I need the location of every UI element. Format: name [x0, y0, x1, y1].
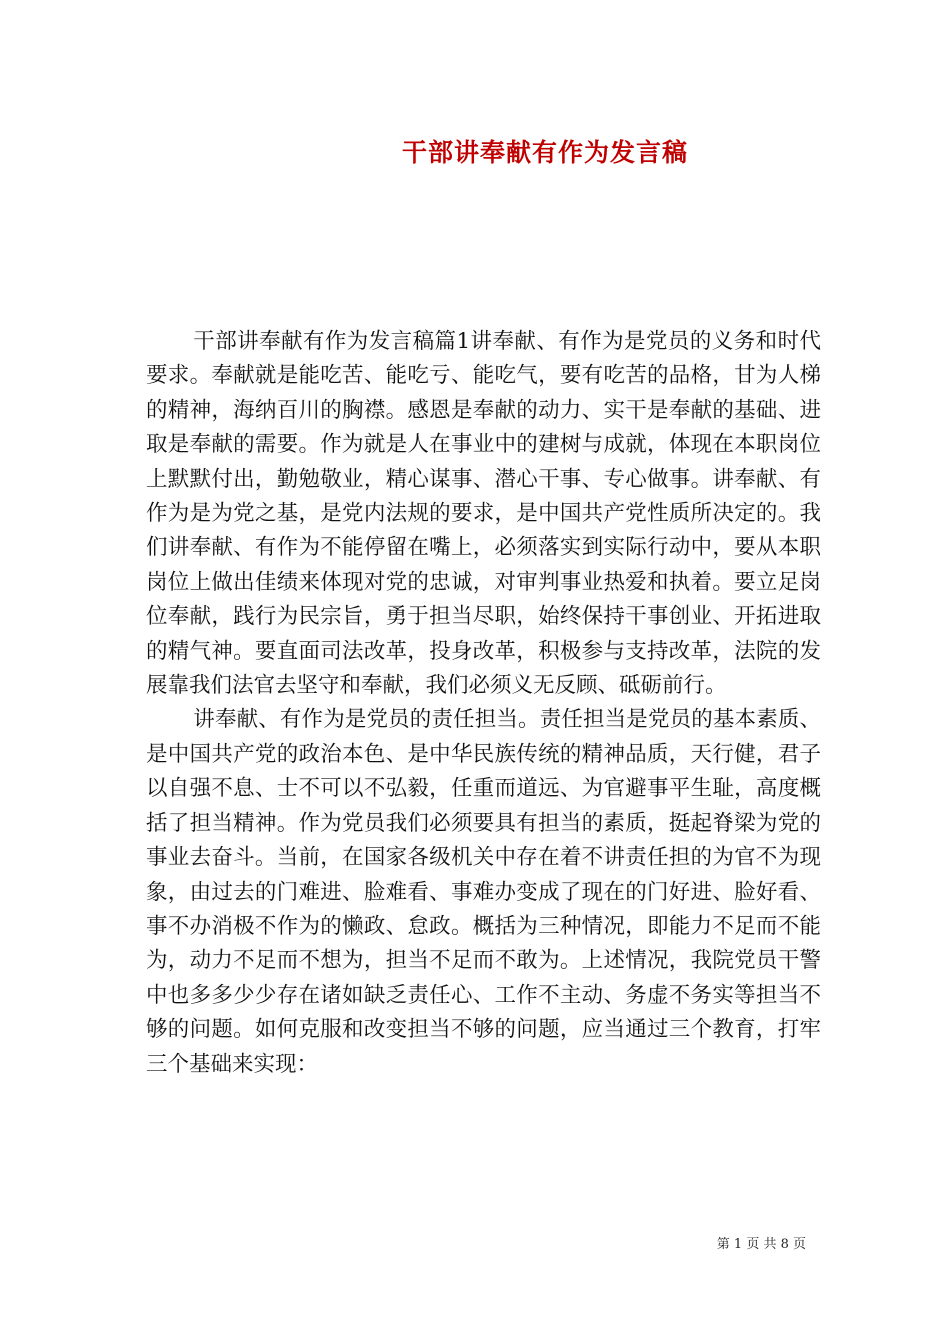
document-body [146, 325, 821, 1082]
paragraph-2: 讲奉献、有作为是党员的责任担当。责任担当是党员的基本素质、是中国共产党的政治本色、是中华民族传统的精神品质，天行健，君子以自强不息、士不可以不弘毅，任重而道远、为官避事平生耻，高度概括了担当精神。作为党员我们必须要具有担当的素质，挺起脊梁为党的事业去奋斗。当前，在国家各级机关中存在着不讲责任担的为官不为现象，由过去的门难进、脸难看、事难办变成了现在的门好进、脸好看、事不办消极不作为的懒政、怠政。概括为三种情况，即能力不足而不能为，动力不足而不想为，担当不足而不敢为。上述情况，我院党员干警中也多多少少存在诸如缺乏责任心、工作不主动、务虚不务实等担当不够的问题。如何克服和改变担当不够的问题，应当通过三个教育，打牢三个基础来实现： [146, 707, 821, 1077]
document-title: 干部讲奉献有作为发言稿 [401, 138, 688, 167]
page-number-footer: 第 1 页 共 8 页 [716, 1237, 806, 1252]
paragraph-1: 干部讲奉献有作为发言稿篇1讲奉献、有作为是党员的义务和时代要求。奉献就是能吃苦、能吃亏、能吃气，要有吃苦的品格，甘为人梯的精神，海纳百川的胸襟。感恩是奉献的动力、实干是奉献的基础、进取是奉献的需要。作为就是人在事业中的建树与成就，体现在本职岗位上默默付出，勤勉敬业，精心谋事、潜心干事、专心做事。讲奉献、有作为是为党之基，是党内法规的要求，是中国共产党性质所决定的。我们讲奉献、有作为不能停留在嘴上，必须落实到实际行动中，要从本职岗位上做出佳绩来体现对党的忠诚，对审判事业热爱和执着。要立足岗位奉献，践行为民宗旨，勇于担当尽职，始终保持干事创业、开拓进取的精气神。要直面司法改革，投身改革，积极参与支持改革，法院的发展靠我们法官去坚守和奉献，我们必须义无反顾、砥砺前行。 [146, 329, 821, 699]
